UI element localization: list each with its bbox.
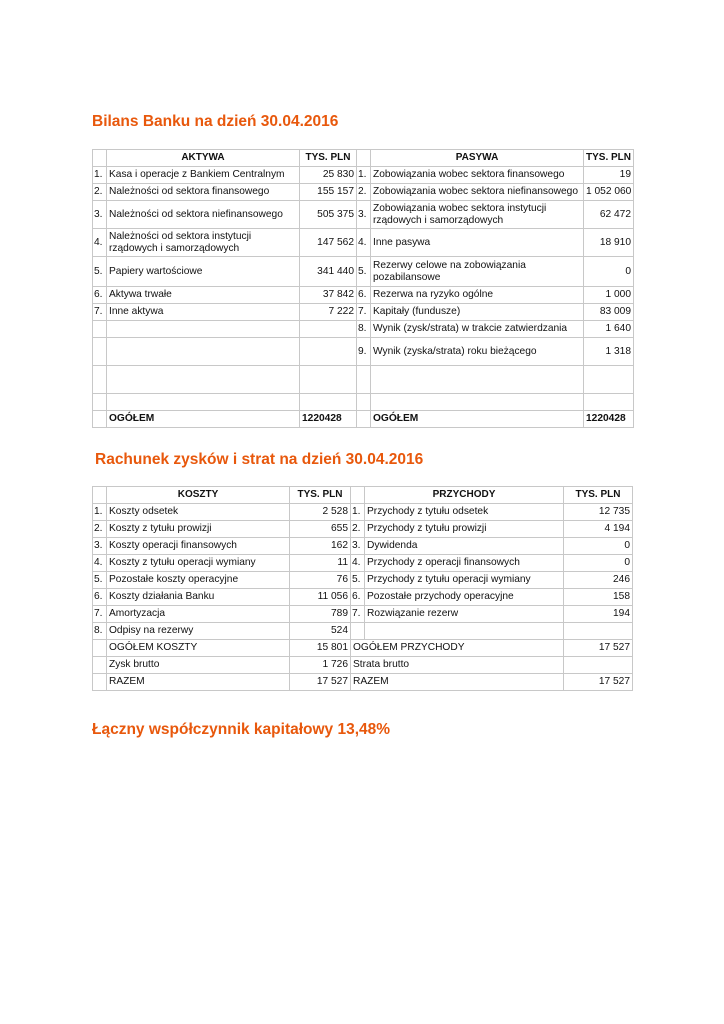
row-index: 1. [93, 167, 107, 184]
cost-label: Koszty działania Banku [107, 589, 290, 606]
asset-label: Aktywa trwałe [107, 287, 300, 304]
revenue-value: 158 [564, 589, 633, 606]
asset-label: Kasa i operacje z Bankiem Centralnym [107, 167, 300, 184]
row-index: 3. [93, 538, 107, 555]
row-index: 2. [357, 184, 371, 201]
revenue-label: Przychody z tytułu operacji wymiany [365, 572, 564, 589]
asset-value: 7 222 [300, 304, 357, 321]
empty-cell [93, 394, 107, 411]
liability-label: Wynik (zysk/strata) w trakcie zatwierdzania [371, 321, 584, 338]
table-row [93, 321, 634, 338]
table-row [93, 184, 634, 201]
liability-label: Zobowiązania wobec sektora instytucji rządowych i samorządowych [371, 201, 584, 229]
cost-label: Amortyzacja [107, 606, 290, 623]
revenue-label: Rozwiązanie rezerw [365, 606, 564, 623]
cost-value: 162 [290, 538, 351, 555]
cost-label: Odpisy na rezerwy [107, 623, 290, 640]
row-index: 9. [357, 338, 371, 366]
row-index: 6. [351, 589, 365, 606]
table-row [93, 606, 633, 623]
row-index: 4. [357, 229, 371, 257]
liability-value: 1 318 [584, 338, 634, 366]
row-index: 4. [93, 229, 107, 257]
liability-label: Inne pasywa [371, 229, 584, 257]
header-pasywa: PASYWA [371, 150, 584, 167]
table-row [93, 623, 633, 640]
liability-label: Wynik (zyska/strata) roku bieżącego [371, 338, 584, 366]
row-index: 6. [93, 589, 107, 606]
empty-cell [93, 640, 107, 657]
empty-cell [300, 366, 357, 394]
liability-value: 19 [584, 167, 634, 184]
cost-summary-value: 15 801 [290, 640, 351, 657]
empty-cell [93, 657, 107, 674]
table-row [93, 555, 633, 572]
cost-value: 524 [290, 623, 351, 640]
table-row [93, 338, 634, 366]
liability-label: Zobowiązania wobec sektora niefinansowego [371, 184, 584, 201]
empty-cell [371, 394, 584, 411]
row-index: 8. [357, 321, 371, 338]
asset-label [107, 338, 300, 366]
empty-cell [93, 674, 107, 691]
header-aktywa: AKTYWA [107, 150, 300, 167]
row-index: 6. [93, 287, 107, 304]
liability-value: 1 052 060 [584, 184, 634, 201]
cost-summary-value: 1 726 [290, 657, 351, 674]
header-spacer [357, 150, 371, 167]
liability-value: 1 640 [584, 321, 634, 338]
revenue-summary-label: Strata brutto [351, 657, 564, 674]
header-spacer [93, 150, 107, 167]
row-index: 3. [357, 201, 371, 229]
asset-label [107, 321, 300, 338]
row-index: 3. [351, 538, 365, 555]
header-koszty: KOSZTY [107, 487, 290, 504]
row-index: 4. [351, 555, 365, 572]
header-pasywa-unit: TYS. PLN [584, 150, 634, 167]
asset-value: 505 375 [300, 201, 357, 229]
revenue-label: Przychody z tytułu prowizji [365, 521, 564, 538]
row-index: 1. [93, 504, 107, 521]
cost-summary-label: Zysk brutto [107, 657, 290, 674]
assets-total-label: OGÓŁEM [107, 411, 300, 428]
empty-cell [584, 394, 634, 411]
row-index: 7. [93, 606, 107, 623]
empty-cell [93, 411, 107, 428]
revenue-value: 12 735 [564, 504, 633, 521]
header-aktywa-unit: TYS. PLN [300, 150, 357, 167]
row-index [93, 338, 107, 366]
cost-label: Koszty z tytułu prowizji [107, 521, 290, 538]
revenue-value: 0 [564, 538, 633, 555]
liability-label: Rezerwa na ryzyko ogólne [371, 287, 584, 304]
cost-summary-label: OGÓŁEM KOSZTY [107, 640, 290, 657]
revenue-summary-value: 17 527 [564, 640, 633, 657]
cost-summary-label: RAZEM [107, 674, 290, 691]
empty-cell [300, 394, 357, 411]
revenue-value: 194 [564, 606, 633, 623]
asset-label: Należności od sektora instytucji rządowych i samorządowych [107, 229, 300, 257]
row-index: 4. [93, 555, 107, 572]
cost-label: Koszty odsetek [107, 504, 290, 521]
revenue-value: 246 [564, 572, 633, 589]
table-row [93, 572, 633, 589]
liability-label: Rezerwy celowe na zobowiązania pozabilansowe [371, 257, 584, 287]
assets-total-value: 1220428 [300, 411, 357, 428]
table-row [93, 201, 634, 229]
income-statement-table [92, 486, 633, 691]
revenue-summary-value [564, 657, 633, 674]
liability-label: Zobowiązania wobec sektora finansowego [371, 167, 584, 184]
asset-value: 25 830 [300, 167, 357, 184]
cost-summary-value: 17 527 [290, 674, 351, 691]
summary-row [93, 640, 633, 657]
header-przychody-unit: TYS. PLN [564, 487, 633, 504]
revenue-summary-label: RAZEM [351, 674, 564, 691]
revenue-summary-label: OGÓŁEM PRZYCHODY [351, 640, 564, 657]
empty-cell [107, 394, 300, 411]
cost-value: 789 [290, 606, 351, 623]
empty-row [93, 394, 634, 411]
revenue-summary-value: 17 527 [564, 674, 633, 691]
balance-sheet-title: Bilans Banku na dzień 30.04.2016 [92, 113, 339, 130]
row-index [93, 321, 107, 338]
row-index: 8. [93, 623, 107, 640]
row-index: 2. [93, 184, 107, 201]
income-statement-title: Rachunek zysków i strat na dzień 30.04.2016 [95, 451, 424, 468]
revenue-label: Dywidenda [365, 538, 564, 555]
capital-ratio-heading: Łączny współczynnik kapitałowy 13,48% [92, 721, 391, 738]
summary-row [93, 657, 633, 674]
liability-value: 18 910 [584, 229, 634, 257]
asset-value: 155 157 [300, 184, 357, 201]
row-index: 5. [93, 572, 107, 589]
row-index: 3. [93, 201, 107, 229]
table-row [93, 287, 634, 304]
header-spacer [351, 487, 365, 504]
balance-sheet-table [92, 149, 634, 428]
liability-label: Kapitały (fundusze) [371, 304, 584, 321]
empty-cell [357, 394, 371, 411]
empty-cell [357, 411, 371, 428]
summary-row [93, 674, 633, 691]
cost-value: 11 056 [290, 589, 351, 606]
empty-cell [93, 366, 107, 394]
revenue-label: Przychody z tytułu odsetek [365, 504, 564, 521]
row-index: 6. [357, 287, 371, 304]
table-row [93, 167, 634, 184]
liability-value: 62 472 [584, 201, 634, 229]
row-index: 1. [351, 504, 365, 521]
header-spacer [93, 487, 107, 504]
liability-value: 83 009 [584, 304, 634, 321]
empty-cell [584, 366, 634, 394]
asset-value [300, 338, 357, 366]
table-row [93, 504, 633, 521]
cost-value: 11 [290, 555, 351, 572]
cost-label: Koszty z tytułu operacji wymiany [107, 555, 290, 572]
liability-value: 0 [584, 257, 634, 287]
revenue-label: Przychody z operacji finansowych [365, 555, 564, 572]
cost-value: 76 [290, 572, 351, 589]
table-row [93, 229, 634, 257]
asset-value: 37 842 [300, 287, 357, 304]
cost-value: 655 [290, 521, 351, 538]
table-row [93, 538, 633, 555]
row-index: 5. [351, 572, 365, 589]
row-index [351, 623, 365, 640]
empty-row [93, 366, 634, 394]
asset-value: 147 562 [300, 229, 357, 257]
revenue-value [564, 623, 633, 640]
liability-value: 1 000 [584, 287, 634, 304]
liabilities-total-label: OGÓŁEM [371, 411, 584, 428]
revenue-label [365, 623, 564, 640]
asset-label: Należności od sektora finansowego [107, 184, 300, 201]
table-header-row [93, 150, 634, 167]
row-index: 2. [93, 521, 107, 538]
row-index: 5. [357, 257, 371, 287]
empty-cell [357, 366, 371, 394]
table-row [93, 304, 634, 321]
row-index: 7. [93, 304, 107, 321]
table-row [93, 521, 633, 538]
empty-cell [107, 366, 300, 394]
row-index: 5. [93, 257, 107, 287]
row-index: 1. [357, 167, 371, 184]
revenue-value: 4 194 [564, 521, 633, 538]
row-index: 2. [351, 521, 365, 538]
asset-label: Papiery wartościowe [107, 257, 300, 287]
asset-label: Inne aktywa [107, 304, 300, 321]
table-row [93, 589, 633, 606]
asset-value: 341 440 [300, 257, 357, 287]
header-koszty-unit: TYS. PLN [290, 487, 351, 504]
row-index: 7. [351, 606, 365, 623]
cost-label: Pozostałe koszty operacyjne [107, 572, 290, 589]
asset-value [300, 321, 357, 338]
revenue-label: Pozostałe przychody operacyjne [365, 589, 564, 606]
liabilities-total-value: 1220428 [584, 411, 634, 428]
total-row [93, 411, 634, 428]
row-index: 7. [357, 304, 371, 321]
asset-label: Należności od sektora niefinansowego [107, 201, 300, 229]
cost-label: Koszty operacji finansowych [107, 538, 290, 555]
table-header-row [93, 487, 633, 504]
empty-cell [371, 366, 584, 394]
cost-value: 2 528 [290, 504, 351, 521]
header-przychody: PRZYCHODY [365, 487, 564, 504]
table-row [93, 257, 634, 287]
revenue-value: 0 [564, 555, 633, 572]
